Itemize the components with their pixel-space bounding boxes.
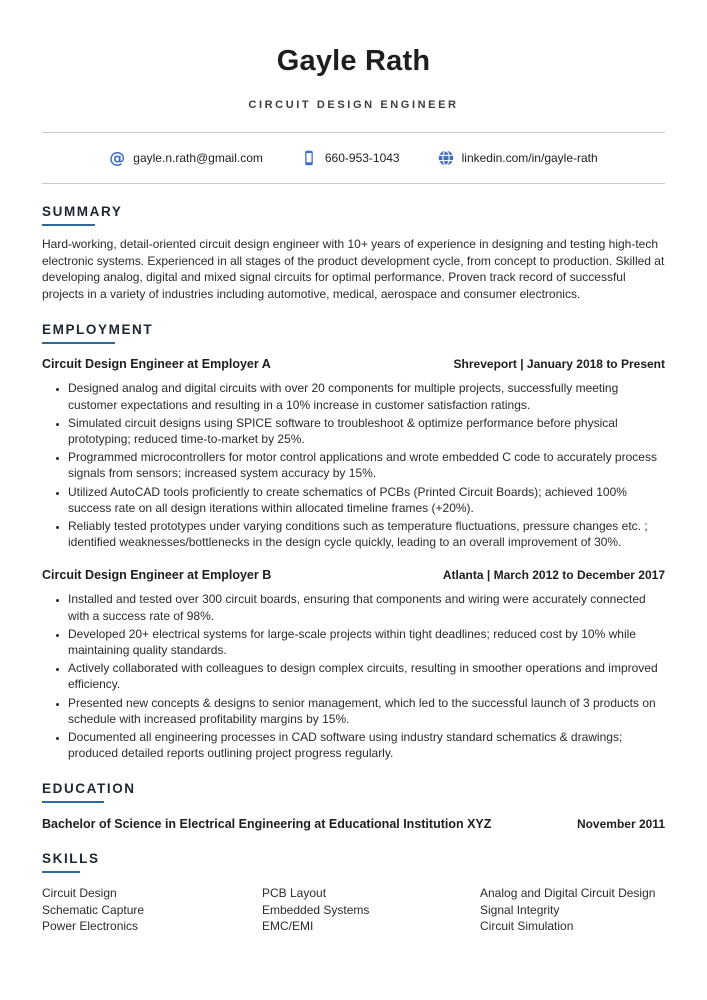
education-heading-wrap: [42, 781, 136, 803]
skills-column-1: [42, 885, 262, 934]
skill-item: Circuit Simulation: [480, 918, 574, 933]
skill-item: Embedded Systems: [262, 902, 370, 917]
skill-item: Schematic Capture: [42, 902, 145, 917]
summary-paragraph: Hard-working, detail-oriented circuit design engineer with 10+ years of experience in designing and testing high-tech electronic systems. Experienced in all stages of the product development cycle, from concept to production. Skilled at developing analog, digital and mixed signal circuits for optimal performance. Proven track record of successful projects in a variety of industries including automotive, medical, aerospace and consumer electronics.: [42, 237, 665, 301]
job-b-title: Circuit Design Engineer at Employer B: [42, 568, 272, 583]
skill-item: Power Electronics: [42, 918, 139, 933]
employment-heading-underline: [42, 342, 115, 344]
education-degree: Bachelor of Science in Electrical Engineering at Educational Institution XYZ: [42, 817, 492, 832]
skill-item: PCB Layout: [262, 886, 327, 901]
job-a-bullet: • Programmed microcontrollers for motor control applications and wrote embedded C code to accurately process signals from sensors; increased system accuracy by 15%.: [68, 449, 665, 481]
section-employment: [42, 321, 665, 761]
phone-icon: [301, 150, 317, 166]
skills-column-3: [480, 885, 665, 934]
job-b-bullet: • Presented new concepts & designs to senior management, which led to the successful launch of 3 products on schedule with increased profitability margins by 15%.: [68, 695, 665, 727]
job-b-bullet: • Developed 20+ electrical systems for large-scale projects within tight deadlines; reduced cost by 10% while maintaining quality standards.: [68, 626, 665, 658]
globe-icon: [438, 150, 454, 166]
skill-item: Analog and Digital Circuit Design: [480, 886, 656, 901]
job-b-bullets: [42, 591, 665, 761]
job-a-bullet: • Simulated circuit designs using SPICE software to troubleshoot & optimize performance before physical prototyping; reduced time-to-market by 25%.: [68, 415, 665, 447]
phone-text: 660-953-1043: [324, 151, 400, 165]
job-b-location-dates: Atlanta | March 2012 to December 2017: [442, 568, 665, 583]
skills-grid: [42, 885, 665, 934]
skill-item: Circuit Design: [42, 886, 117, 901]
header-divider-bottom: [42, 183, 665, 184]
section-education: [42, 780, 665, 831]
skills-heading: SKILLS: [42, 851, 100, 867]
job-a-title: Circuit Design Engineer at Employer A: [42, 357, 271, 372]
contact-email[interactable]: [109, 150, 263, 166]
summary-heading-wrap: [42, 204, 122, 226]
skills-heading-wrap: [42, 851, 100, 873]
contact-phone[interactable]: [301, 150, 400, 166]
section-skills: [42, 850, 665, 934]
job-a-bullet: • Reliably tested prototypes under varying conditions such as temperature fluctuations, pressure changes etc. ; identified weaknesses/bottlenecks in the design cycle quickly, leading to an overall improvement of 30%.: [68, 518, 665, 550]
education-entry: [42, 817, 665, 831]
job-a-location-dates: Shreveport | January 2018 to Present: [453, 357, 665, 372]
email-icon: @: [109, 148, 126, 167]
job-b-bullet: • Actively collaborated with colleagues to design complex circuits, resulting in smoother operations and improved efficiency.: [68, 660, 665, 692]
job-a-header: [42, 357, 665, 371]
education-date: November 2011: [576, 817, 665, 832]
linkedin-text: linkedin.com/in/gayle-rath: [461, 151, 598, 165]
contact-linkedin[interactable]: [438, 150, 598, 166]
job-b-bullet: • Documented all engineering processes in CAD software using industry standard schematics & drawings; produced detailed reports outlining project progress regularly.: [68, 729, 665, 761]
job-b-bullet: • Installed and tested over 300 circuit boards, ensuring that components and wiring were accurately connected with a success rate of 98%.: [68, 591, 665, 623]
employment-heading: EMPLOYMENT: [42, 322, 154, 338]
summary-heading-underline: [42, 224, 95, 226]
page-title: Gayle Rath: [276, 45, 431, 77]
job-entry-b: [42, 568, 665, 761]
contact-row: [42, 133, 665, 183]
job-a-bullets: [42, 380, 665, 550]
job-entry-a: [42, 357, 665, 550]
education-heading: EDUCATION: [42, 781, 136, 797]
job-title-subheading: CIRCUIT DESIGN ENGINEER: [248, 99, 459, 111]
job-b-header: [42, 568, 665, 582]
section-summary: [42, 203, 665, 302]
education-heading-underline: [42, 801, 104, 803]
skills-heading-underline: [42, 871, 80, 873]
job-a-bullet: • Utilized AutoCAD tools proficiently to create schematics of PCBs (Printed Circuit Boards); achieved 100% success rate on all design iterations within allocated timeline frames (+20%).: [68, 484, 665, 516]
skill-item: Signal Integrity: [480, 902, 560, 917]
email-text: gayle.n.rath@gmail.com: [133, 151, 263, 165]
skill-item: EMC/EMI: [262, 918, 314, 933]
skills-column-2: [262, 885, 480, 934]
job-a-bullet: • Designed analog and digital circuits with over 20 components for multiple projects, successfully meeting customer expectations and resulting in a 10% increase in customer satisfaction ratings.: [68, 380, 665, 412]
employment-heading-wrap: [42, 322, 153, 344]
summary-heading: SUMMARY: [42, 204, 123, 219]
